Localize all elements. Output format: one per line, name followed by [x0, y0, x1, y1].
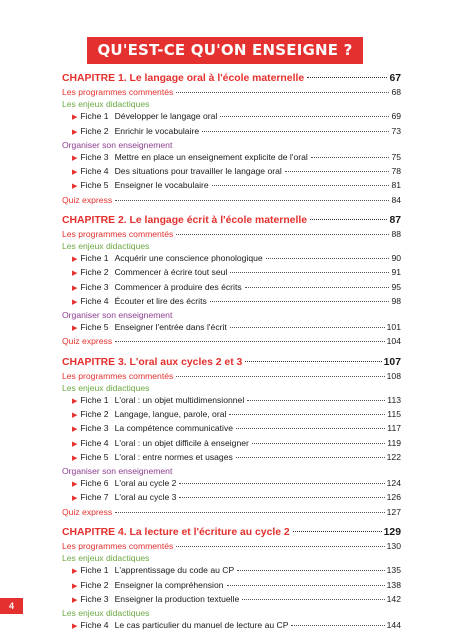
arrow-right-icon: ▶	[72, 183, 78, 191]
fiche-label: Fiche 4	[80, 166, 109, 177]
fiche-label: Fiche 3	[80, 281, 109, 292]
dot-leader	[227, 585, 385, 586]
dot-leader	[230, 272, 389, 273]
fiche-title: L'oral : un objet multidimensionnel	[114, 395, 245, 406]
dot-leader	[176, 376, 384, 377]
chapter-heading-page: 107	[383, 356, 401, 368]
arrow-right-icon: ▶	[72, 440, 78, 448]
fiche-entry[interactable]	[62, 252, 401, 266]
arrow-right-icon: ▶	[72, 495, 78, 503]
section-heading-enjeux: Les enjeux didactiques	[62, 241, 150, 252]
fiche-page: 135	[386, 565, 401, 576]
chapter-block	[62, 356, 401, 518]
arrow-right-icon: ▶	[72, 568, 78, 576]
fiche-entry[interactable]	[62, 564, 401, 578]
fiche-entry[interactable]	[62, 179, 401, 193]
programmes-entry-title: Les programmes commentés	[62, 228, 174, 239]
fiche-entry[interactable]	[62, 110, 401, 124]
dot-leader	[310, 219, 387, 220]
arrow-right-icon: ▶	[72, 325, 78, 333]
fiche-title: Commencer à produire des écrits	[114, 281, 242, 292]
section-heading-enjeux: Les enjeux didactiques	[62, 99, 150, 110]
fiche-title: L'oral : entre normes et usages	[114, 451, 233, 462]
chapter-heading[interactable]	[62, 214, 401, 228]
fiche-entry[interactable]	[62, 477, 401, 491]
quiz-entry[interactable]	[62, 506, 401, 518]
chapter-heading-title: CHAPITRE 1. Le langage oral à l'école maternelle	[62, 73, 305, 84]
programmes-entry[interactable]	[62, 540, 401, 552]
fiche-entry[interactable]	[62, 281, 401, 295]
fiche-label: Fiche 4	[80, 620, 109, 631]
fiche-page: 98	[391, 295, 401, 306]
fiche-title: Enseigner la production textuelle	[114, 593, 240, 604]
dot-leader	[230, 327, 385, 328]
fiche-title: L'oral au cycle 2	[114, 478, 177, 489]
dot-leader	[245, 287, 390, 288]
section-heading-organiser: Les enjeux didactiques	[62, 607, 150, 618]
fiche-title: L'apprentissage du code au CP	[114, 565, 235, 576]
arrow-right-icon: ▶	[72, 454, 78, 462]
fiche-entry[interactable]	[62, 394, 401, 408]
dot-leader	[115, 200, 389, 201]
fiche-label: Fiche 2	[80, 409, 109, 420]
programmes-entry-page: 108	[386, 370, 401, 381]
fiche-title: L'oral : un objet difficile à enseigner	[114, 437, 249, 448]
fiche-page: 144	[386, 620, 401, 631]
dot-leader	[307, 77, 387, 78]
fiche-entry[interactable]	[62, 451, 401, 465]
fiche-label: Fiche 2	[80, 125, 109, 136]
chapter-block	[62, 526, 401, 633]
fiche-label: Fiche 3	[80, 152, 109, 163]
fiche-label: Fiche 2	[80, 267, 109, 278]
dot-leader	[202, 131, 389, 132]
dot-leader	[176, 92, 389, 93]
quiz-entry[interactable]	[62, 194, 401, 206]
fiche-entry[interactable]	[62, 579, 401, 593]
fiche-label: Fiche 5	[80, 180, 109, 191]
dot-leader	[115, 512, 385, 513]
chapter-block	[62, 72, 401, 206]
programmes-entry-page: 68	[391, 87, 401, 97]
dot-leader	[237, 570, 384, 571]
fiche-page: 119	[387, 437, 401, 448]
dot-leader	[210, 301, 390, 302]
fiche-label: Fiche 3	[80, 423, 109, 434]
arrow-right-icon: ▶	[72, 284, 78, 292]
fiche-title: Enseigner le vocabulaire	[114, 180, 209, 191]
fiche-page: 78	[391, 166, 401, 177]
fiche-title: Le cas particulier du manuel de lecture au CP	[114, 620, 289, 631]
arrow-right-icon: ▶	[72, 114, 78, 122]
fiche-entry[interactable]	[62, 151, 401, 165]
fiche-entry[interactable]	[62, 619, 401, 633]
fiche-page: 91	[391, 267, 401, 278]
section-heading-organiser: Organiser son enseignement	[62, 310, 173, 321]
page-title-banner: QU'EST-CE QU'ON ENSEIGNE ?	[87, 37, 362, 64]
section-heading-organiser: Organiser son enseignement	[62, 466, 173, 477]
fiche-label: Fiche 4	[80, 295, 109, 306]
fiche-label: Fiche 3	[80, 593, 109, 604]
programmes-entry-page: 88	[391, 228, 401, 239]
fiche-page: 90	[391, 253, 401, 264]
dot-leader	[179, 483, 384, 484]
dot-leader	[176, 234, 389, 235]
fiche-label: Fiche 5	[80, 322, 109, 333]
fiche-title: Enseigner l'entrée dans l'écrit	[114, 322, 227, 333]
arrow-right-icon: ▶	[72, 128, 78, 136]
programmes-entry[interactable]	[62, 370, 401, 382]
fiche-title: Développer le langage oral	[114, 111, 218, 122]
dot-leader	[245, 361, 381, 362]
section-heading-enjeux: Les enjeux didactiques	[62, 382, 150, 393]
chapter-heading[interactable]	[62, 526, 401, 540]
fiche-entry[interactable]	[62, 266, 401, 280]
programmes-entry-title: Les programmes commentés	[62, 540, 174, 551]
fiche-title: Enseigner la compréhension	[114, 579, 224, 590]
programmes-entry-title: Les programmes commentés	[62, 87, 174, 97]
chapter-heading[interactable]	[62, 72, 401, 86]
fiche-page: 142	[386, 593, 401, 604]
dot-leader	[229, 414, 385, 415]
fiche-label: Fiche 1	[80, 111, 109, 122]
dot-leader	[220, 116, 389, 117]
dot-leader	[236, 457, 385, 458]
fiche-entry[interactable]	[62, 437, 401, 451]
chapter-heading-page: 87	[389, 214, 401, 226]
dot-leader	[115, 341, 385, 342]
chapter-block	[62, 214, 401, 348]
arrow-right-icon: ▶	[72, 596, 78, 604]
quiz-entry[interactable]	[62, 335, 401, 347]
fiche-entry[interactable]	[62, 321, 401, 335]
fiche-page: 69	[391, 111, 401, 122]
fiche-title: Enrichir le vocabulaire	[114, 125, 200, 136]
dot-leader	[266, 258, 390, 259]
fiche-page: 138	[386, 579, 401, 590]
fiche-label: Fiche 4	[80, 437, 109, 448]
dot-leader	[179, 497, 384, 498]
fiche-entry[interactable]	[62, 422, 401, 436]
fiche-entry[interactable]	[62, 165, 401, 179]
fiche-label: Fiche 1	[80, 565, 109, 576]
programmes-entry-page: 130	[386, 540, 401, 551]
fiche-label: Fiche 1	[80, 253, 109, 264]
fiche-entry[interactable]	[62, 593, 401, 607]
fiche-page: 117	[387, 423, 401, 434]
arrow-right-icon: ▶	[72, 256, 78, 264]
arrow-right-icon: ▶	[72, 270, 78, 278]
fiche-entry[interactable]	[62, 295, 401, 309]
arrow-right-icon: ▶	[72, 298, 78, 306]
arrow-right-icon: ▶	[72, 169, 78, 177]
dot-leader	[176, 546, 384, 547]
arrow-right-icon: ▶	[72, 412, 78, 420]
fiche-page: 113	[387, 395, 401, 406]
dot-leader	[252, 443, 385, 444]
chapter-heading-title: CHAPITRE 2. Le langage écrit à l'école maternelle	[62, 214, 308, 226]
arrow-right-icon: ▶	[72, 623, 78, 631]
fiche-label: Fiche 7	[80, 492, 109, 503]
dot-leader	[293, 531, 382, 532]
fiche-title: Acquérir une conscience phonologique	[114, 253, 263, 264]
section-heading-organiser: Organiser son enseignement	[62, 139, 173, 150]
arrow-right-icon: ▶	[72, 398, 78, 406]
dot-leader	[236, 428, 385, 429]
fiche-label: Fiche 1	[80, 395, 109, 406]
quiz-entry-title: Quiz express	[62, 194, 113, 205]
fiche-entry[interactable]	[62, 125, 401, 139]
quiz-entry-page: 127	[386, 506, 401, 517]
dot-leader	[247, 400, 385, 401]
fiche-label: Fiche 2	[80, 579, 109, 590]
fiche-page: 124	[386, 478, 401, 489]
fiche-page: 73	[391, 125, 401, 136]
chapter-heading-title: CHAPITRE 3. L'oral aux cycles 2 et 3	[62, 356, 243, 368]
page-number: 4	[0, 598, 23, 614]
dot-leader	[291, 625, 384, 626]
fiche-entry[interactable]	[62, 408, 401, 422]
fiche-page: 115	[387, 409, 401, 420]
arrow-right-icon: ▶	[72, 426, 78, 434]
quiz-entry-page: 84	[391, 194, 401, 205]
banner-wrap	[0, 37, 450, 64]
quiz-entry-title: Quiz express	[62, 336, 113, 347]
dot-leader	[311, 157, 390, 158]
fiche-page: 101	[386, 322, 401, 333]
dot-leader	[212, 185, 390, 186]
fiche-title: Mettre en place un enseignement explicite de l'oral	[114, 152, 308, 163]
dot-leader	[285, 171, 390, 172]
arrow-right-icon: ▶	[72, 582, 78, 590]
chapter-heading-page: 129	[383, 526, 401, 538]
fiche-title: Langage, langue, parole, oral	[114, 409, 227, 420]
fiche-page: 126	[386, 492, 401, 503]
chapter-heading[interactable]	[62, 356, 401, 370]
fiche-page: 81	[391, 180, 401, 191]
quiz-entry-page: 104	[386, 336, 401, 347]
fiche-page: 122	[386, 451, 401, 462]
arrow-right-icon: ▶	[72, 481, 78, 489]
arrow-right-icon: ▶	[72, 155, 78, 163]
fiche-label: Fiche 6	[80, 478, 109, 489]
fiche-page: 75	[391, 152, 401, 163]
fiche-title: Écouter et lire des écrits	[114, 295, 207, 306]
dot-leader	[242, 599, 384, 600]
fiche-title: La compétence communicative	[114, 423, 234, 434]
programmes-entry-title: Les programmes commentés	[62, 370, 174, 381]
fiche-page: 95	[391, 281, 401, 292]
fiche-title: Commencer à écrire tout seul	[114, 267, 228, 278]
section-heading-enjeux: Les enjeux didactiques	[62, 553, 150, 564]
chapter-heading-title: CHAPITRE 4. La lecture et l'écriture au cycle 2	[62, 526, 290, 538]
chapter-heading-page: 67	[389, 73, 401, 84]
table-of-contents	[62, 72, 401, 641]
fiche-entry[interactable]	[62, 491, 401, 505]
programmes-entry[interactable]	[62, 86, 401, 98]
quiz-entry-title: Quiz express	[62, 506, 113, 517]
fiche-title: Des situations pour travailler le langage oral	[114, 166, 282, 177]
programmes-entry[interactable]	[62, 228, 401, 240]
fiche-label: Fiche 5	[80, 451, 109, 462]
fiche-title: L'oral au cycle 3	[114, 492, 177, 503]
